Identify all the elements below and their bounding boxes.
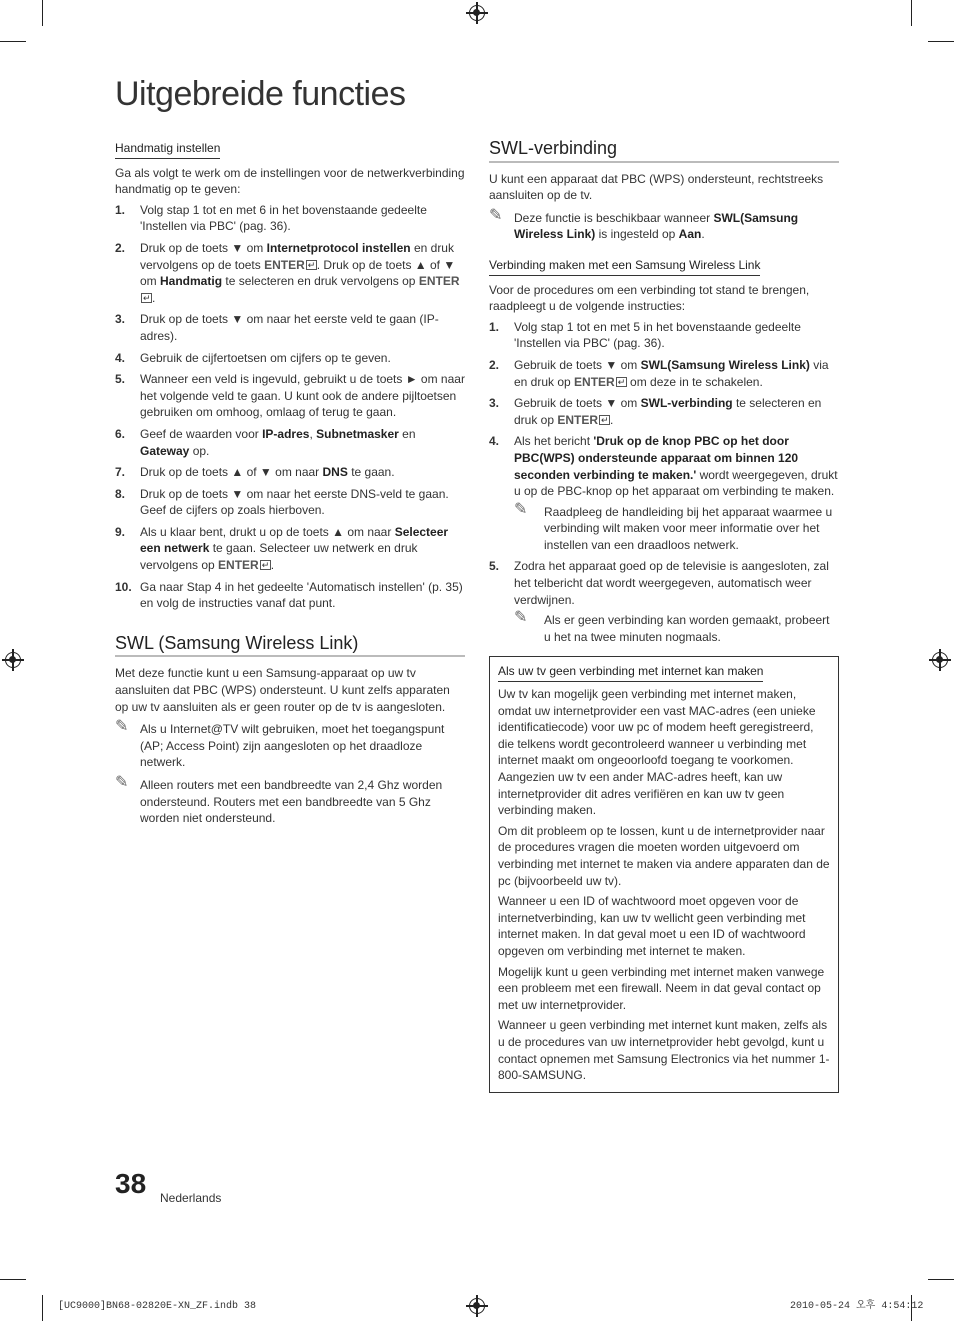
crop-mark — [928, 1279, 954, 1280]
list-item: 10. Ga naar Stap 4 in het gedeelte 'Automatisch instellen' (p. 35) en volg de instructies vanaf dat punt. — [115, 579, 463, 611]
connect-intro: Voor de procedures om een verbinding tot stand te brengen, raadpleegt u de volgende instructies: — [489, 282, 810, 314]
page-language: Nederlands — [160, 1191, 222, 1205]
manual-setup-heading: Handmatig instellen — [115, 140, 220, 159]
list-item: 4. Gebruik de cijfertoetsen om cijfers op te geven. — [115, 350, 391, 365]
list-item: 1. Volg stap 1 tot en met 5 in het bovenstaande gedeelte 'Instellen via PBC' (pag. 36). — [489, 319, 801, 351]
note-pencil-icon: ✎ — [514, 609, 528, 627]
enter-icon — [306, 260, 317, 270]
list-item: 8. Druk op de toets ▼ om naar het eerste DNS-veld te gaan. Geef de cijfers op zoals hierboven. — [115, 486, 449, 518]
manual-steps — [115, 202, 465, 612]
page-title: Uitgebreide functies — [115, 75, 406, 113]
troubleshooting-box — [489, 656, 839, 1092]
registration-mark-icon — [5, 652, 21, 668]
list-item: 5. Wanneer een veld is ingevuld, gebruikt u de toets ► om naar het volgende veld te gaan. U kunt ook de andere pijltoetsen gebruiken om omhoog, omlaag of terug te gaan. — [115, 372, 465, 420]
swl-connection-heading: SWL-verbinding — [489, 140, 839, 163]
right-column — [489, 140, 839, 1093]
note: ✎ Deze functie is beschikbaar wanneer SWL(Samsung Wireless Link) is ingesteld op Aan. — [489, 206, 799, 242]
note-pencil-icon: ✎ — [115, 774, 129, 791]
crop-mark — [0, 41, 26, 42]
note: ✎ Raadpleeg de handleiding bij het apparaat waarmee u verbinding wilt maken voor meer informatie over het instellen van een draadloos netwerk. — [514, 500, 833, 552]
crop-mark — [928, 41, 954, 42]
note: ✎ Als u Internet@TV wilt gebruiken, moet het toegangspunt (AP; Access Point) zijn aangesloten op het draadloze netwerk. — [115, 718, 445, 770]
list-item: 2. Gebruik de toets ▼ om SWL(Samsung Wireless Link) via en druk op ENTER↵ om deze in te schakelen. — [489, 357, 839, 390]
enter-icon — [599, 415, 610, 425]
list-item: 9. Als u klaar bent, drukt u op de toets ▲ om naar Selecteer een netwerk te gaan. Selecteer uw netwerk en druk vervolgens op ENTER↵ . — [115, 524, 465, 574]
list-item: 6. Geef de waarden voor IP-adres, Subnetmasker en Gateway op. — [115, 426, 416, 458]
note-pencil-icon: ✎ — [115, 718, 129, 736]
registration-mark-icon — [932, 652, 948, 668]
list-item: 4. Als het bericht 'Druk op de knop PBC op het door PBC(WPS) ondersteunde apparaat om binnen 120 seconden verbinding te maken.' wordt weergegeven, drukt u op de PBC-knop op het apparaat om verbinding te maken. ✎ Raadpleeg de handleiding bij het apparaat waarmee u verbinding wilt maken voor meer informatie over het instellen van een draadloos netwerk. — [489, 434, 838, 552]
enter-icon — [260, 560, 271, 570]
enter-icon — [616, 377, 627, 387]
list-item: 3. Gebruik de toets ▼ om SWL-verbinding te selecteren en druk op ENTER↵ . — [489, 395, 839, 428]
troubleshooting-paragraph: Mogelijk kunt u geen verbinding met internet maken vanwege een probleem met een firewall. Neem in dat geval contact op met uw internetprovider. — [498, 964, 825, 1012]
crop-mark — [0, 1279, 26, 1280]
list-item: 7. Druk op de toets ▲ of ▼ om naar DNS te gaan. — [115, 465, 395, 480]
print-slug-right: 2010-05-24 오후 4:54:12 — [790, 1301, 924, 1312]
list-item: 3. Druk op de toets ▼ om naar het eerste veld te gaan (IP-adres). — [115, 312, 439, 343]
crop-mark — [42, 0, 43, 26]
connect-steps — [489, 319, 839, 646]
connect-heading: Verbinding maken met een Samsung Wireless Link — [489, 257, 760, 276]
troubleshooting-heading: Als uw tv geen verbinding met internet kan maken — [498, 663, 763, 682]
swl-connection-intro: U kunt een apparaat dat PBC (WPS) ondersteunt, rechtstreeks aansluiten op de tv. — [489, 171, 824, 203]
troubleshooting-paragraph: Wanneer u geen verbinding met internet kunt maken, zelfs als u de procedures van uw internetprovider hebt gevolgd, kunt u contact opnemen met Samsung Electronics via het nummer 1-800-SAMSUNG. — [498, 1018, 830, 1083]
note: ✎ Alleen routers met een bandbreedte van 2,4 Ghz worden ondersteund. Routers met een bandbreedte van 5 Ghz worden niet ondersteund. — [115, 774, 443, 826]
list-item: 5. Zodra het apparaat goed op de televisie is aangesloten, zal het telbericht dat wordt weergegeven, automatisch weer verdwijnen. ✎ Als er geen verbinding kan worden gemaakt, probeert u het na twee minuten nogmaals. — [489, 558, 839, 645]
left-column — [115, 140, 465, 833]
swl-intro: Met deze functie kunt u een Samsung-apparaat op uw tv aansluiten dat PBC (WPS) ondersteunt. U kunt zelfs apparaten op uw tv aansluiten als er geen router op de tv is aangesloten. — [115, 666, 450, 714]
note-pencil-icon: ✎ — [489, 206, 503, 224]
page-number: 38 — [115, 1168, 147, 1199]
swl-section-heading: SWL (Samsung Wireless Link) — [115, 635, 465, 658]
print-slug-left: [UC9000]BN68-02820E-XN_ZF.indb 38 — [58, 1301, 257, 1312]
registration-mark-icon — [469, 1298, 485, 1314]
crop-mark — [911, 0, 912, 26]
troubleshooting-paragraph: Uw tv kan mogelijk geen verbinding met internet maken, omdat uw internetprovider een vast MAC-adres (een unieke identificatiecode) voor uw pc of modem heeft geregistreerd, die telkens wordt gecontroleerd wanneer u verbinding met internet maakt om ongeoorloofd toegang te voorkomen. Aangezien uw tv een ander MAC-adres heeft, kan uw internetprovider dit adres verifiëren en kan uw tv geen verbinding maken. — [498, 687, 816, 818]
troubleshooting-paragraph: Om dit probleem op te lossen, kunt u de internetprovider naar de procedures vragen die moeten worden uitgevoerd om verbinding met internet te maken via andere apparaten dan de pc (bijvoorbeeld uw tv). — [498, 823, 830, 888]
registration-mark-icon — [469, 5, 485, 21]
list-item: 1. Volg stap 1 tot en met 6 in het bovenstaande gedeelte 'Instellen via PBC' (pag. 36). — [115, 202, 427, 234]
crop-mark — [42, 1295, 43, 1321]
list-item: 2. Druk op de toets ▼ om Internetprotocol instellen en druk vervolgens op de toets ENTER↵ . Druk op de toets ▲ of ▼ om Handmatig te selecteren en druk vervolgens op ENTER↵. — [115, 240, 465, 306]
note: ✎ Als er geen verbinding kan worden gemaakt, probeert u het na twee minuten nogmaals. — [514, 609, 830, 644]
enter-icon — [141, 293, 152, 303]
note-pencil-icon: ✎ — [514, 500, 528, 518]
troubleshooting-paragraph: Wanneer u een ID of wachtwoord moet opgeven voor de internetverbinding, kan uw tv wellicht geen verbinding met internet maken. In dat geval moet u een ID of wachtwoord opgeven om verbinding met internet te maken. — [498, 894, 806, 958]
manual-intro: Ga als volgt te werk om de instellingen voor de netwerkverbinding handmatig op te geven: — [115, 165, 465, 197]
